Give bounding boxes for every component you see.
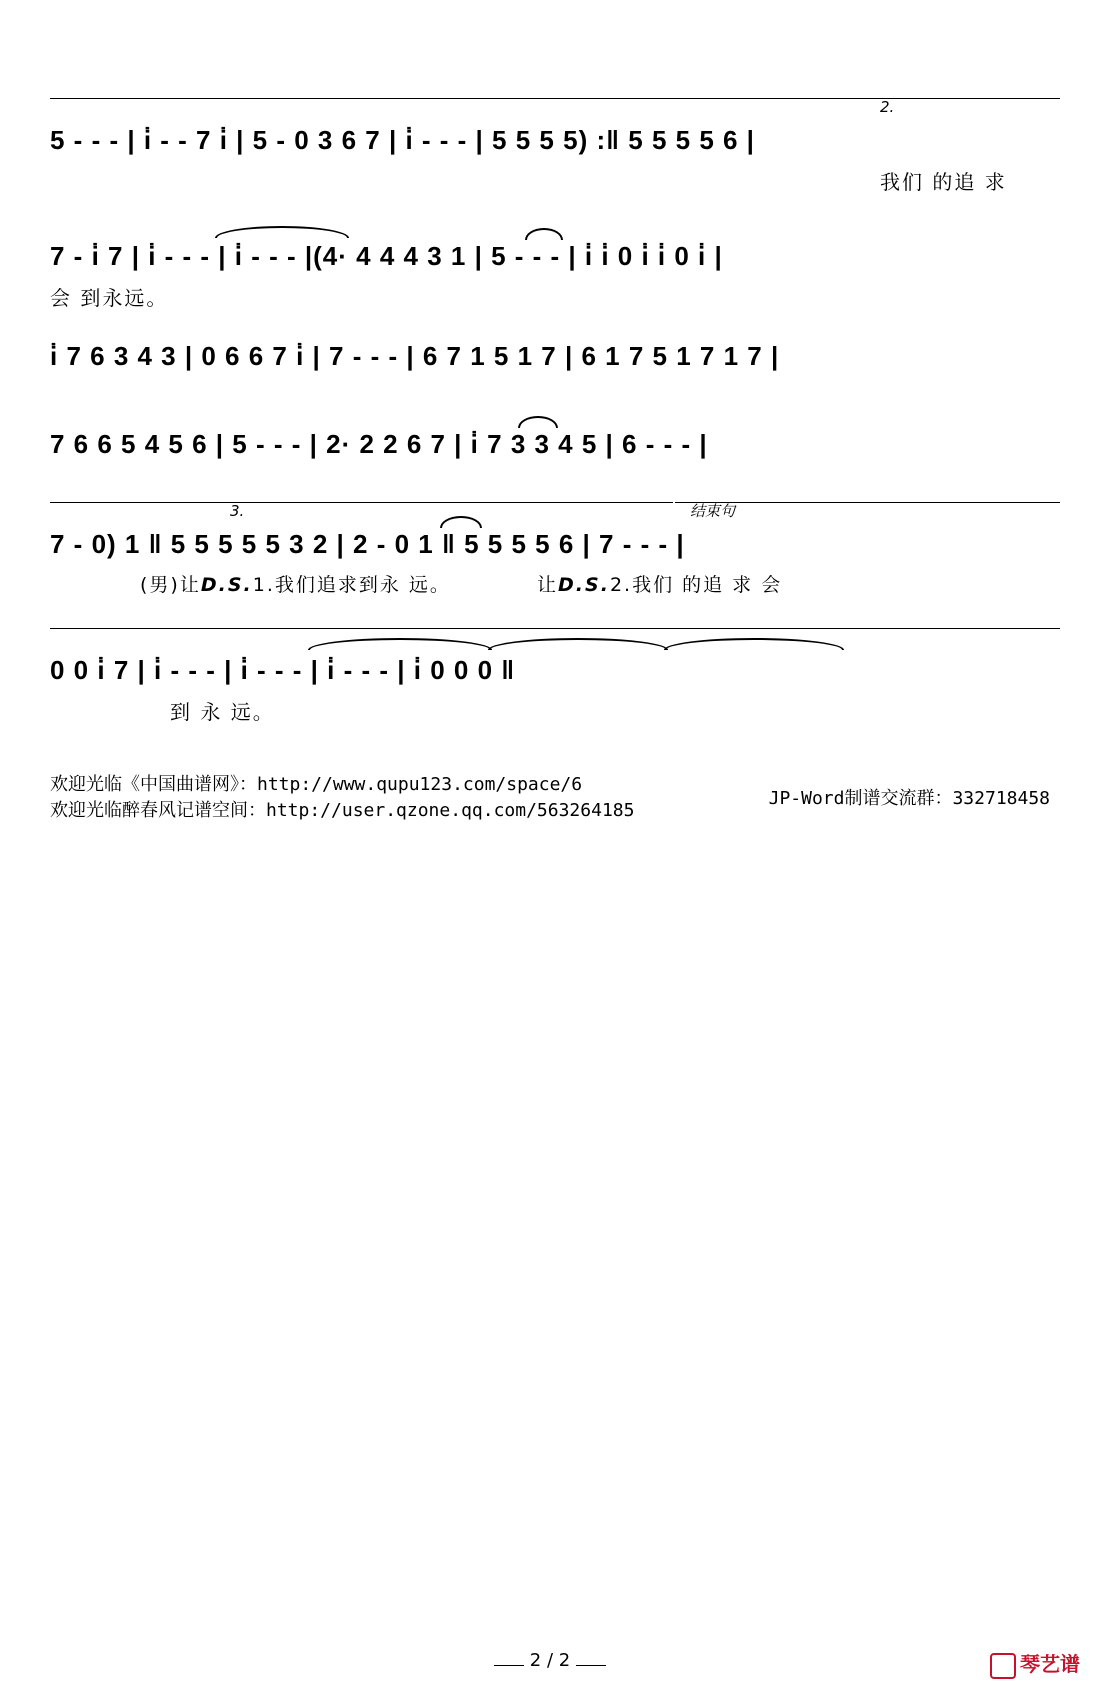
lyrics-a: 我们追求到永 远。 — [274, 574, 451, 596]
staff-rule — [50, 502, 218, 503]
brand-logo: 琴艺谱 — [990, 1648, 1080, 1679]
staff-rule — [218, 502, 673, 503]
lyrics-line-1: 我们 的追 求 — [880, 170, 1007, 194]
lyrics-prefix: (男)让 — [140, 574, 201, 596]
notes-line-2: 7 - i̇ 7 | i̇ - - - | i̇ - - - |(4· 4 4 4 3 1 | 5 - - - | i̇ i̇ 0 i̇ i̇ 0 i̇ | — [50, 241, 723, 271]
brand-icon — [990, 1653, 1016, 1679]
notes-line-6: 0 0 i̇ 7 | i̇ - - - | i̇ - - - | i̇ - - - | i̇ 0 0 0 ‖ — [50, 655, 516, 685]
lyrics-b-prefix: 让 — [537, 574, 559, 596]
footer-group-info: JP-Word制谱交流群：332718458 — [768, 788, 1050, 809]
tie-arc — [488, 638, 668, 650]
lyrics-b: 我们 的追 求 会 — [632, 574, 783, 596]
ds-mark-2: D.S. — [558, 574, 610, 596]
notes-line-3: i̇ 7 6 3 4 3 | 0 6 6 7 i̇ | 7 - - - | 6 7 1 5 1 7 | 6 1 7 5 1 7 1 7 | — [50, 341, 780, 371]
page-number: 2 / 2 — [0, 1650, 1100, 1671]
notes-line-1: 5 - - - | i̇ - - 7 i̇ | 5 - 0 3 6 7 | i̇ - - - | 5 5 5 5) :‖ 5 5 5 5 6 | — [50, 125, 755, 155]
notes-line-5: 7 - 0) 1 ‖ 5 5 5 5 5 3 2 | 2 - 0 1 ‖ 5 5 5 5 6 | 7 - - - | — [50, 529, 685, 559]
ending-mark-3: 3. — [230, 502, 245, 520]
ds-num-1: 1. — [252, 574, 275, 596]
lyrics-line-6: 到 永 远。 — [170, 700, 275, 724]
ds-num-2: 2. — [609, 574, 633, 596]
tie-arc — [308, 638, 492, 650]
footer-links — [50, 772, 634, 824]
notes-line-4: 7 6 6 5 4 5 6 | 5 - - - | 2· 2 2 6 7 | i̇ 7 3 3 4 5 | 6 - - - | — [50, 429, 708, 459]
lyrics-line-2: 会 到永远。 — [50, 286, 169, 310]
ending-mark-2: 2. — [880, 98, 895, 116]
footer-line-1[interactable]: 欢迎光临《中国曲谱网》：http://www.qupu123.com/space/6 — [50, 774, 583, 795]
lyrics-line-5 — [140, 570, 1100, 597]
footer-line-2[interactable]: 欢迎光临醉春风记谱空间：http://user.qzone.qq.com/563264185 — [50, 800, 635, 821]
staff-rule — [50, 628, 1060, 629]
staff-rule — [50, 98, 1060, 99]
tie-arc — [664, 638, 844, 650]
section-mark: 结束句 — [690, 502, 736, 520]
ds-mark-1: D.S. — [200, 574, 253, 596]
